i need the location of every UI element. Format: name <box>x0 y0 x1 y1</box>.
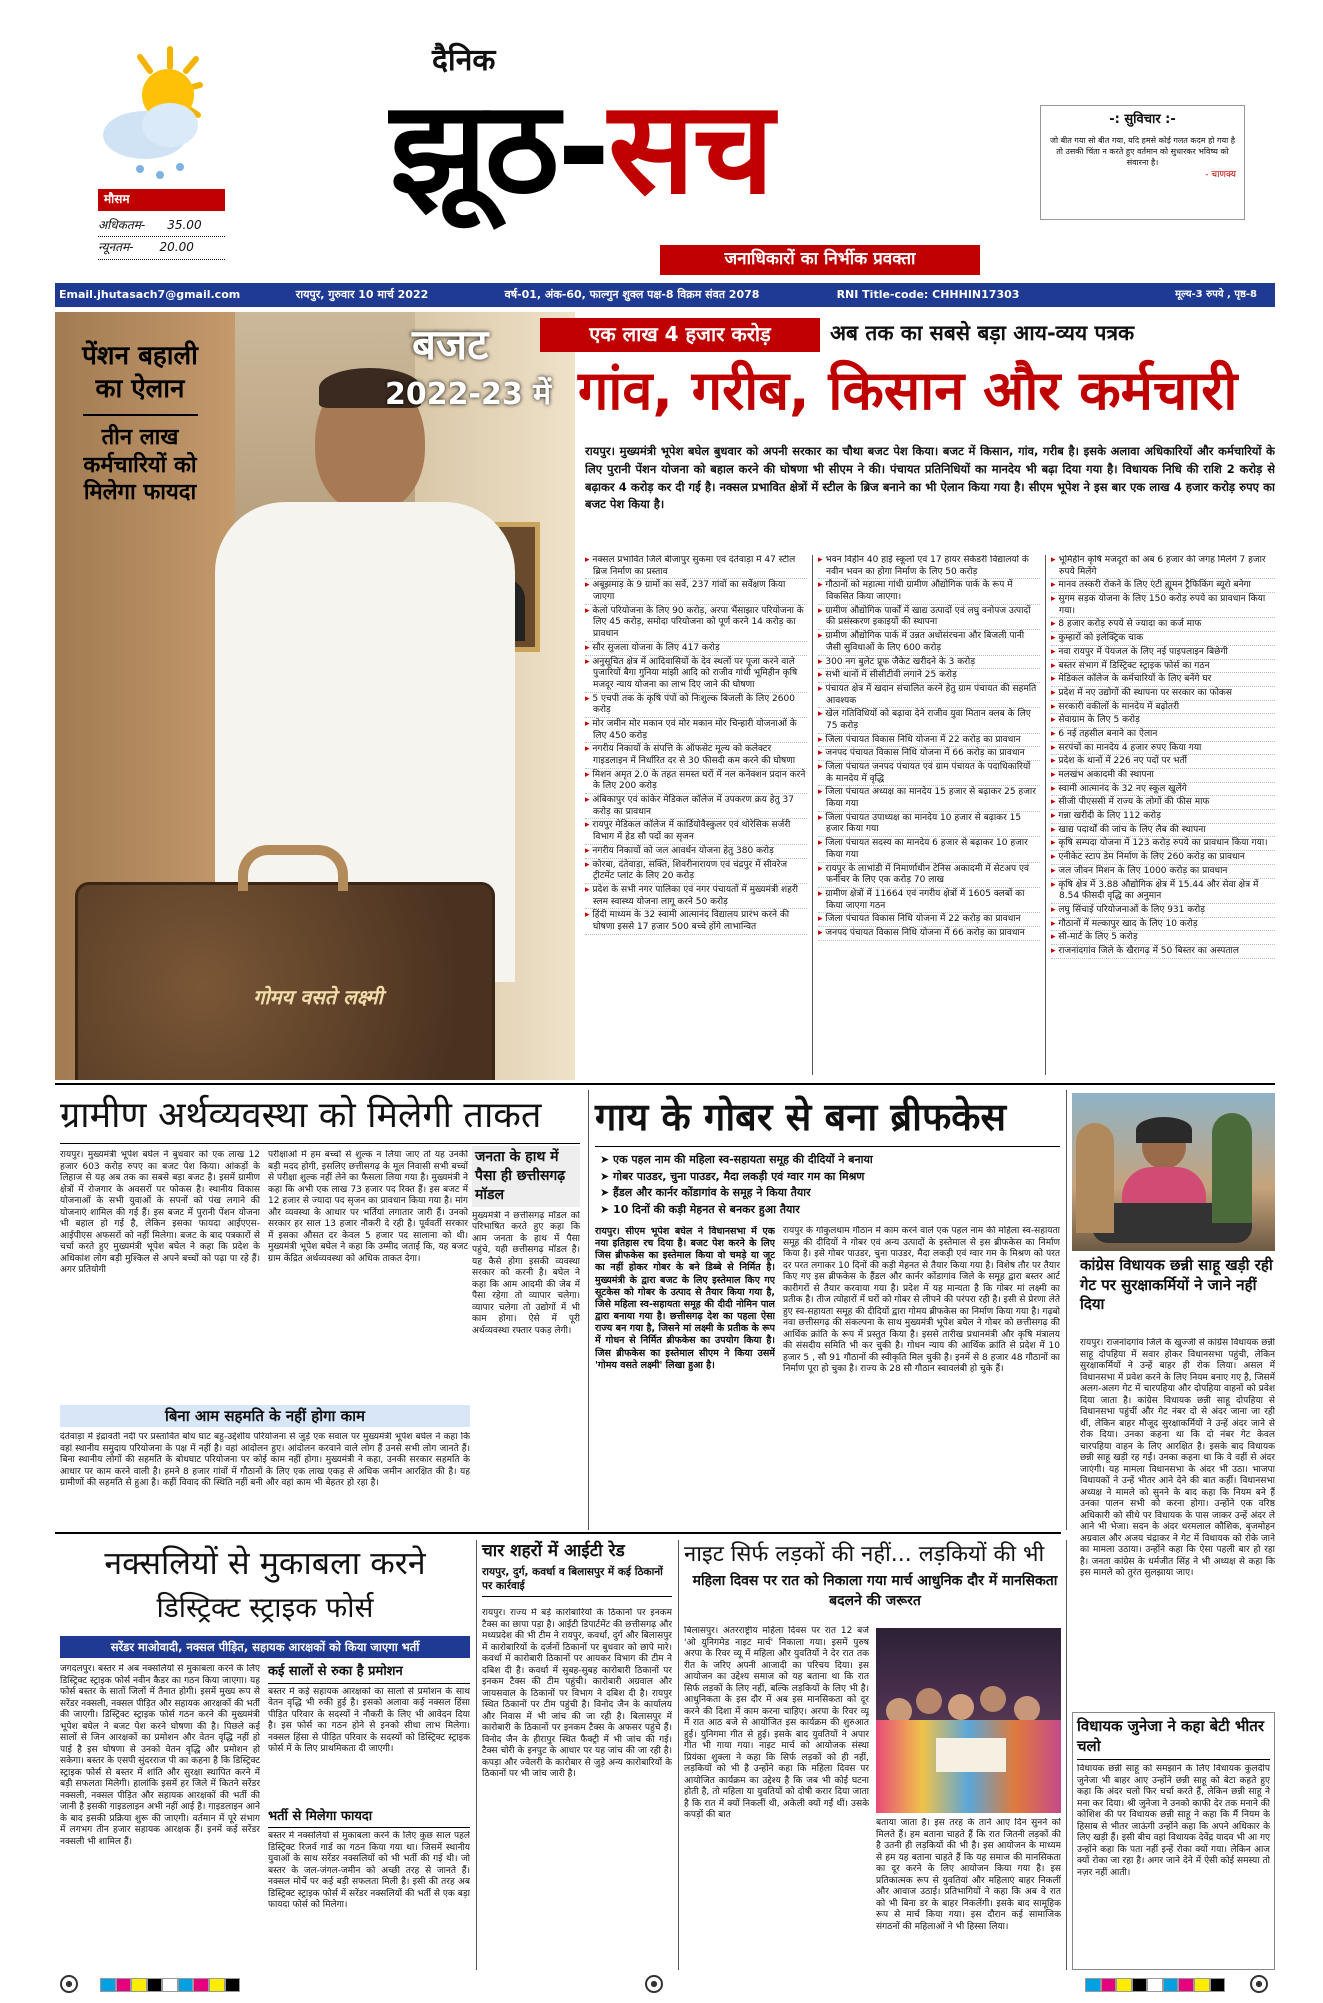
budget-list-item: ▸ नगरीय निकायों के संपत्ति के ऑफसेट मूल्य को कलेक्टर गाइडलाइन में निर्धारित दर से 30 फीसदी कम करने की घोषणा <box>585 744 807 768</box>
juneja-headline: विधायक जुनेजा ने कहा बेटी भीतर चलो <box>1077 1717 1270 1760</box>
budget-list-item: ▸ जिला पंचायत सदस्य का मानदेय 6 हजार से बढ़ाकर 10 हजार किया गया <box>818 838 1040 862</box>
budget-list-item: ▸ जिला पंचायत विकास निधि योजना में 22 करोड़ का प्रावधान <box>818 914 1040 927</box>
budget-label: बजट <box>412 320 489 369</box>
title-part-2: सच <box>608 74 773 223</box>
budget-list-item: ▸ जनपद पंचायत विकास निधि योजना में 66 करोड़ का प्रावधान <box>818 748 1040 761</box>
budget-list-item: ▸ लघु सिंचाई परियोजनाओं के लिए 931 करोड़ <box>1051 905 1275 918</box>
gobar-bullet: ➤ हैंडल और कार्नर कोंडागांव के समूह ने किया तैयार <box>600 1186 811 1199</box>
budget-list-item: ▸ सीजी पीएससी में राज्य के लोगों की फीस माफ <box>1051 797 1275 810</box>
color-swatch <box>162 1978 178 1992</box>
budget-list-item: ▸ ग्रामीण औद्योगिक पार्क में उन्नत अधोसंरचना और बिजली पानी जैसी सुविधाओं के लिए 600 करोड़ <box>818 631 1040 655</box>
budget-list-2 <box>818 555 1040 1075</box>
rni-code: RNI Title-code: CHHHIN17303 <box>836 287 1020 301</box>
color-swatch <box>147 1978 163 1992</box>
gobar-headline: गाय के गोबर से बना ब्रीफकेस <box>595 1095 1007 1139</box>
budget-list-item: ▸ गौठानों को महात्मा गांधी ग्रामीण औद्योगिक पार्क के रूप में विकसित किया जाएगा। <box>818 580 1040 604</box>
color-swatch <box>131 1978 147 1992</box>
color-swatch <box>1178 1978 1194 1992</box>
budget-list-item: ▸ सेवाग्राम के लिए 5 करोड़ <box>1051 715 1275 728</box>
budget-list-item: ▸ 8 हजार करोड़ रुपये से ज्यादा का कर्ज माफ <box>1051 619 1275 632</box>
budget-list-item: ▸ जिला पंचायत उपाध्यक्ष का मानदेय 10 हजार से बढ़ाकर 15 हजार किया गया <box>818 813 1040 837</box>
issue-number: वर्ष-01, अंक-60, फाल्गुन शुक्ल पक्ष-8 विक्रम संवत 2078 <box>504 287 760 301</box>
color-swatch <box>1147 1978 1163 1992</box>
budget-list-item: ▸ जिला पंचायत अध्यक्ष का मानदेय 15 हजार से बढ़ाकर 25 हजार किया गया <box>818 787 1040 811</box>
budget-list-item: ▸ खाद्य पदार्थों की जांच के लिए लैब की स्थापना <box>1051 825 1275 838</box>
max-temp-value: 35.00 <box>167 218 202 232</box>
budget-list-3 <box>1051 555 1275 1075</box>
budget-list-item: ▸ सौर सुजला योजना के लिए 417 करोड़ <box>585 643 807 656</box>
itraid-subhead: रायपुर, दुर्ग, कवर्धा व बिलासपुर में कई ठिकानों पर कार्रवाई <box>482 1566 672 1597</box>
budget-list-item: ▸ अनुसूचित क्षेत्र में आदिवासियों के देव स्थलों पर पूजा करने वाले पुजारियों बैगा गुनिया मांझी आदि को राजीव गांधी भूमिहीन कृषि मजदूर न्याय योजना का लाभ दिए जाने की घोषणा <box>585 657 807 693</box>
itraid-headline: चार शहरों में आईटी रेड <box>482 1541 625 1561</box>
suvichar-box <box>1040 105 1245 220</box>
gramin-subtext: दंतेवाड़ा में इंद्रावती नदी पर प्रस्तावित बोध घाट बहु-उद्देशीय परियोजना से जुड़े एक सवाल पर मुख्यमंत्री भूपेश बघेल ने कहा कि वहां स्थानीय समुदाय परियोजना के पक्ष में नहीं है। वहां आंदोलन हुए। आंदोलन करवाने वाले लोग हैं उनसे सभी लोग जानते हैं। बिना स्थानीय लोगों की सहमति के बोधघाट परियोजना पर कोई काम नहीं होगा। मुख्यमंत्री ने कहा, उनकी सरकार सहमति के आधार पर काम करने वाली है। हमने 8 हजार गांवों में गौठानों के लिए एक लाख एकड़ से अधिक जमीन आरक्षित की है। यह ग्रामीणों की सहमति से हुआ है। कहीं विवाद की स्थिति नहीं बनी और वहां काम भी बेहतर हो रहा है। <box>60 1432 470 1489</box>
suvichar-text: जो बीत गया सो बीत गया, यदि हमसे कोई गलत कदम हो गया है तो उसकी चिंता न करते हुए वर्तमान को सुधारकर भविष्य को संवारना है। <box>1050 135 1235 167</box>
sidebar-headline: जनता के हाथ में पैसा ही छत्तीसगढ़ मॉडल <box>472 1146 580 1207</box>
budget-list-item: ▸ जिला पंचायत जनपद पंचायत एवं ग्राम पंचायत के पदाधिकारियों के मानदेय में वृद्धि <box>818 762 1040 786</box>
budget-list-item: ▸ मोर जमीन मोर मकान एवं मोर मकान मोर चिन्हारी योजनाओं के लिए 450 करोड़ <box>585 719 807 743</box>
nightmarch-photo <box>876 1628 1061 1813</box>
budget-amount-tag: एक लाख 4 हजार करोड़ <box>540 318 820 352</box>
gobar-bullet: ➤ 10 दिनों की कड़ी मेहनत से बनकर हुआ तैयार <box>600 1202 800 1216</box>
budget-list-item: ▸ प्रदेश में नए उद्योगों की स्थापना पर सरकार का फोकस <box>1051 688 1275 701</box>
briefcase-inscription: गोमय वसते लक्ष्मी <box>253 985 383 1009</box>
lead-headline: गांव, गरीब, किसान और कर्मचारी <box>578 359 1238 422</box>
budget-list-item: ▸ मानव तस्करी रोकने के लिए एंटी ह्यूमन ट्रैफिकिंग ब्यूरो बनेगा <box>1051 580 1275 593</box>
nightmarch-subhead: महिला दिवस पर रात को निकाला गया मार्च आधुनिक दौर में मानसिकता बदलने की जरूरत <box>692 1573 1058 1609</box>
budget-list-item: ▸ मिशन अमृत 2.0 के तहत समस्त घरों में नल कनेक्शन प्रदान करने के लिए 200 करोड़ <box>585 770 807 794</box>
budget-year: 2022-23 में <box>385 377 552 412</box>
color-swatch <box>1085 1978 1101 1992</box>
budget-list-item: ▸ स्वामी आत्मानंद के 32 नए स्कूल खुलेंगे <box>1051 784 1275 797</box>
recruitment-text: बस्तर में नक्सलियों से मुकाबला करने के लिए कुछ साल पहले डिस्ट्रिक्ट रिजर्व गार्ड का गठन किया गया था। जिसमें स्थानीय युवाओं के साथ सरेंडर नक्सलियों को भी भर्ती की गई थी। जो बस्तर के जल-जंगल-जमीन को अच्छी तरह से जानते हैं। नक्सल मोर्चे पर कई बड़ी सफलता मिली है। इसी की तरह अब डिस्ट्रिक्ट स्ट्राइक फोर्स में सरेंडर नक्सलियों की भर्ती से एक बड़ा फायदा फोर्स को मिलेगा। <box>268 1831 470 1911</box>
color-swatch <box>193 1978 209 1992</box>
budget-list-item: ▸ राजनांदगांव जिले के खैरागढ़ में 50 बिस्तर का अस्पताल <box>1051 946 1275 959</box>
budget-list-item: ▸ कुम्हारों को इलेक्ट्रिक चाक <box>1051 633 1275 646</box>
budget-list-item: ▸ हिंदी माध्यम के 32 स्वामी आत्मानंद विद्यालय प्रारंभ करने की घोषणा इससे 17 हजार 500 बच्चे होंगे लाभान्वित <box>585 910 807 934</box>
recruitment-headline: भर्ती से मिलेगा फायदा <box>268 1809 470 1829</box>
registration-mark-center <box>645 1975 663 1993</box>
masthead-title: झूठ-सच <box>390 74 773 223</box>
suvichar-author: - चाणक्य <box>1205 170 1236 181</box>
budget-list-item: ▸ सी-मार्ट के लिए 5 करोड़ <box>1051 932 1275 945</box>
budget-list-item: ▸ मेडिकल कॉलेज के कर्मचारियों के लिए बनेंगे घर <box>1051 674 1275 687</box>
pension-headline: पेंशन बहाली का ऐलान <box>82 341 198 404</box>
color-swatch <box>1210 1978 1226 1992</box>
sidebar-text: मुख्यमंत्री ने छत्तीसगढ़ मॉडल को परिभाषित करते हुए कहा कि आम जनता के हाथ में पैसा पहुंचे, यही छत्तीसगढ़ मॉडल है। यह कैसे होगा इसकी व्यवस्था सरकार को करनी है। बघेल ने कहा कि आम आदमी की जेब में पैसा रहेगा तो व्यापार चलेगा। व्यापार चलेगा तो उद्योगों में भी काम होगा। ऐसे में पूरी अर्थव्यवस्था रफ्तार पकड़ लेगी। <box>472 1210 580 1336</box>
sun-cloud-icon <box>100 45 210 185</box>
weather-box <box>70 45 235 275</box>
color-swatch <box>225 1978 241 1992</box>
budget-list-item: ▸ गन्ना खरीदी के लिए 112 करोड़ <box>1051 811 1275 824</box>
title-part-1: झूठ <box>390 74 558 223</box>
budget-list-item: ▸ कृषि सम्पदा योजना में 123 करोड़ रुपये का प्रावधान किया गया। <box>1051 838 1275 851</box>
budget-list-item: ▸ सुगम सड़क योजना के लिए 150 करोड़ रुपये का प्रावधान किया गया। <box>1051 594 1275 618</box>
gobar-col-2: रायपुर के गोकुलधाम गौठान में काम करने वाले एक पहल नाम की महिला स्व-सहायता समूह की दीदियों ने गोबर एवं अन्य उत्पादों के इस्तेमाल से इस ब्रीफकेस का निर्माण किया है। इसे गोबर पाउडर, चुना पाउडर, मैदा लकड़ी एवं ग्वार गम के मिश्रण को परत दर परत लगाकर 10 दिनों की कड़ी मेहनत से तैयार किया गया है। विशेष तौर पर तैयार किए गए इस ब्रीफकेस के हैंडल और कार्नर कोंडागांव जिले के समूह द्वारा बस्तर आर्ट कारीगरों से तैयार करवाया गया है। प्रदेश में यह मान्यता है कि गोबर मां लक्ष्मी का प्रतीक है। तीज त्योहारों में घरों को गोबर से लीपने की परंपरा रही है। इसी से प्रेरणा लेते हुए स्व-सहायता समूह की दीदियों द्वारा गोमय ब्रीफकेस का निर्माण किया गया है। गढ़बो नवा छत्तीसगढ़ की संकल्पना के साथ मुख्यमंत्री भूपेश बघेल ने गोबर को छत्तीसगढ़ की आर्थिक क्रांति के रूप में प्रस्तुत किया है। इससे तारीख प्रधानमंत्री और कृषि मंत्रालय की संसदीय समिति भी कर चुकी है। गोधन न्याय की आर्थिक क्रांति से प्रदेश में 10 हजार 5 , सौ 91 गौठानों की स्वीकृति मिल चुकी है। इनमें से 8 हजार 48 गौठानों का निर्माण पूरा हो चुका है। राज्य के 28 सौ गौठान स्वावलंबी हो चुके हैं। <box>783 1226 1060 1375</box>
budget-list-item: ▸ अबूझमाड़ के 9 ग्रामों का सर्वे, 237 गांवों का सर्वेक्षण किया जाएगा <box>585 580 807 604</box>
mla-scooter-photo <box>1072 1093 1275 1251</box>
min-temp-value: 20.00 <box>159 240 194 255</box>
cm-budget-photo <box>55 312 575 1080</box>
budget-list-item: ▸ नगरीय निकायों को जल आवर्धन योजना हेतु 380 करोड़ <box>585 846 807 859</box>
budget-list-item: ▸ रायपुर मेडिकल कॉलेज में कार्डियोवैस्कुलर एवं थोरेसिक सर्जरी विभाग में हेड सौ पदों का सृजन <box>585 820 807 844</box>
color-bar-left <box>100 1978 240 1992</box>
nightmarch-col-2: बताया जाता है। इस तरह के ताने आए दिन सुनने को मिलते हैं। हम बताना चाहते हैं कि रात जितनी लड़कों की है उतनी ही लड़कियों की भी है। इस आयोजन के माध्यम से हम यह बताना चाहते हैं कि यह समाज की मानसिकता का दूर करने के लिए आयोजन किया गया है। इस प्रतिकात्मक रूप से युवतियां और महिलाएं बाहर निकलीं और आवाज उठाई। प्रतिभागियों ने कहा कि अब वे रात को भी बिना डर के बाहर निकलेंगी। इसके बाद सामूहिक रूप से मार्च किया गया। इस दौरान कई सामाजिक संगठनों की महिलाओं ने भी हिस्सा लिया। <box>876 1818 1061 1932</box>
budget-list-item: ▸ बस्तर संभाग में डिस्ट्रिक्ट स्ट्राइक फोर्स का गठन <box>1051 661 1275 674</box>
nightmarch-headline: नाइट सिर्फ लड़कों की नहीं... लड़कियों की भी <box>684 1542 1045 1567</box>
budget-list-item: ▸ जिला पंचायत विकास निधि योजना में 22 करोड़ का प्रावधान <box>818 735 1040 748</box>
naxal-col-1: जगदलपुर। बस्तर में अब नक्सलियों से मुकाबला करने के लिए डिस्ट्रिक्ट स्ट्राइक फोर्स नवीन कैडर का गठन किया जाएगा। यह फोर्स बस्तर के सातों जिलों में तैनात होगी। इसमें मुख्य रूप से सरेंडर नक्सली, नक्सल पीड़ित और सहायक आरक्षकों की भर्ती की जाएगी। डिस्ट्रिक्ट स्ट्राइक फोर्स गठन करने की मुख्यमंत्री भूपेश बघेल ने बजट पेश करने घोषणा की है। पिछले कई सालों से जिन आरक्षकों का प्रमोशन और वेतन वृद्धि नहीं हो पाई है इस घोषणा से उनको वेतन वृद्धि और प्रमोशन हो सकेगा। बस्तर के एसपी सुंदरराज पी का कहना है कि डिस्ट्रिक्ट स्ट्राइक फोर्स से बस्तर में शांति और सुरक्षा स्थापित करने में बड़ी सफलता मिलेगी। हालांकि इसमें हर जिले में कितने सरेंडर नक्सली, नक्सल पीड़ित और सहायक आरक्षकों की भर्ती की जानी है इसकी गाइडलाइन अभी नहीं आई है। गाइडलाइन आने के बाद इसकी प्रक्रिया शुरू की जाएगी। वर्तमान में पूरे संभाग में लगभग तीन हजार सहायक आरक्षक हैं। इनमें कई सरेंडर नक्सली भी शामिल हैं। <box>60 1664 260 1847</box>
promotion-text: बस्तर में कई सहायक आरक्षकों का सालों से प्रमोशन के साथ वेतन वृद्धि भी रुकी हुई है। इसको अलावा कई नक्सल हिंसा पीड़ित परिवार के सदस्यों ने नौकरी के लिए भी आवेदन दिया है। इस फोर्स का गठन होने से इनको सीधा लाभ मिलेगा। नक्सल हिंसा से पीड़ित परिवार के सदस्यों को डिस्ट्रिक्ट स्ट्राइक फोर्स में के लिए प्राथमिकता दी जाएगी। <box>268 1686 470 1755</box>
color-swatch <box>116 1978 132 1992</box>
color-swatch <box>1194 1978 1210 1992</box>
gobar-bullet: ➤ एक पहल नाम की महिला स्व-सहायता समूह की दीदियों ने बनाया <box>600 1153 873 1166</box>
color-bar-right <box>1085 1978 1225 1992</box>
budget-list-item: ▸ प्रदेश के थानों में 226 नए पदों पर भर्ती <box>1051 756 1275 769</box>
lead-intro: रायपुर। मुख्यमंत्री भूपेश बघेल बुधवार को अपनी सरकार का चौथा बजट पेश किया। बजट में किसान, गांव, गरीब है। इसके अलावा अधिकारियों और कर्मचारियों के लिए पुरानी पेंशन योजना को बहाल करने की घोषणा भी सीएम ने की। पंचायत प्रतिनिधियों का मानदेय भी बढ़ा दिया गया है। विधायक निधि की राशि 2 करोड़ से बढ़ाकर 4 करोड़ कर दी गई है। नक्सल प्रभावित क्षेत्रों में स्टील के ब्रिज बनाने का भी ऐलान किया गया है। सीएम भूपेश ने इस बार एक लाख 4 हजार करोड़ रुपए का बजट पेश किया है। <box>585 444 1275 512</box>
budget-list-item: ▸ एनीकेट स्टाप डेम निर्माण के लिए 260 करोड़ का प्रावधान <box>1051 852 1275 865</box>
masthead-dainik: दैनिक <box>432 43 496 78</box>
color-swatch <box>1116 1978 1132 1992</box>
weather-label: मौसम <box>98 189 225 211</box>
budget-list-item: ▸ भूमिहीन कृषि मजदूरों को अब 6 हजार की जगह मिलेंगे 7 हजार रुपये मिलेंगे <box>1051 555 1275 579</box>
budget-kicker: अब तक का सबसे बड़ा आय-व्यय पत्रक <box>830 321 1135 345</box>
color-swatch <box>1132 1978 1148 1992</box>
min-temp-label: न्यूनतम- <box>98 240 134 255</box>
congress-headline: कांग्रेस विधायक छन्नी साहू खड़ी रही गेट पर सुरक्षाकर्मियों ने जाने नहीं दिया <box>1080 1256 1273 1313</box>
budget-list-item: ▸ पंचायत क्षेत्र में खदान संचालित करने हेतु ग्राम पंचायत की सहमति आवश्यक <box>818 684 1040 708</box>
itraid-text: रायपुर। राज्य में बड़े कारोबारियों के ठिकानों पर इनकम टैक्स का छापा पड़ा है। आईटी डिपार्टमेंट की छत्तीसगढ़ और मध्यप्रदेश की भी टीम ने रायपुर, कवर्धा, दुर्ग और बिलासपुर में कारोबारियों के दर्जनों ठिकानों पर बुधवार को छापे मारे। कवर्धा में कारोबारी ठिकानों पर आयकर विभाग की टीम ने दबिश दी है। कवर्धा में सुबह-सुबह कारोबारी ठिकानों पर इनकम टैक्स की टीम पहुंची। कारोबारी अग्रवाल और जायसवाल के ठिकानों पर विभाग ने दबिश दी है। रायपुर स्थित ठिकानों पर टीम पहुंची है। विनोद जैन के कार्यालय और निवास में भी जांच की जा रही है। बिलासपुर में कारोबारी के ठिकानों पर इनकम टैक्स के अफसर पहुंचे हैं। विनोद जैन के हीरापुर स्थित फैक्ट्री में भी जांच की गई। टैक्स चोरी के इनपुट के आधार पर यह जांच की जा रही है। कपड़ा और ज्वेलरी के कारोबार से जुड़े अन्य कारोबारियों के ठिकानों पर भी जांच जारी है। <box>482 1608 672 1780</box>
info-bar <box>55 283 1275 307</box>
promotion-headline: कई सालों से रुका है प्रमोशन <box>268 1664 470 1684</box>
issue-date: रायपुर, गुरुवार 10 मार्च 2022 <box>295 287 429 301</box>
budget-list-item: ▸ ग्रामीण क्षेत्रों में 11664 एवं नगरीय क्षेत्रों में 1605 क्लबों का किया जाएगा गठन <box>818 889 1040 913</box>
gobar-bullets <box>600 1152 1060 1218</box>
budget-list-1 <box>585 555 807 1075</box>
budget-list-item: ▸ मलखंभ अकादमी की स्थापना <box>1051 770 1275 783</box>
juneja-text: विधायक छन्नी साहू को समझाने के लिए विधायक कुलदीप जुनेजा भी बाहर आए उन्होंने छन्नी साहू को बेटा कहते हुए कहा कि अंदर चलो फिर चर्चा करते हैं, लेकिन छन्नी साहू ने मना कर दिया। श्री जुनेजा ने उनको काफी देर तक मनाने की कोशिश की पर विधायक छन्नी साहू ने कहा कि मैं नियम के हिसाब से भीतर जाऊंगी उन्होंने कहा कि अपने अधिकार के लिए खड़ी हैं। इसी बीच वहां विधायक देवेंद्र यादव भी आ गए उन्होंने कहा कि पता नहीं इन्हें रोका क्यों गया। लेकिन आज क्यों रोका जा रहा है। अगर जाने देने में ऐसी कोई समस्या तो नज़र नहीं आती। <box>1077 1764 1270 1878</box>
budget-list-item: ▸ केलो परियोजना के लिए 90 करोड़, अरपा भैंसाझार परियोजना के लिए 45 करोड़, समोदा परियोजना को पूर्ण करने 14 करोड़ का प्रावधान <box>585 606 807 642</box>
naxal-subhead: सरेंडर माओवादी, नक्सल पीड़ित, सहायक आरक्षकों को किया जाएगा भर्ती <box>60 1636 470 1658</box>
budget-list-item: ▸ जनपद पंचायत विकास निधि योजना में 66 करोड़ का प्रावधान <box>818 928 1040 941</box>
budget-list-item: ▸ 6 नई तहसील बनाने का ऐलान <box>1051 729 1275 742</box>
budget-list-item: ▸ कृषि क्षेत्र में 3.88 औद्योगिक क्षेत्र में 15.44 और सेवा क्षेत्र में 8.54 फीसदी वृद्धि का अनुमान <box>1051 880 1275 904</box>
budget-list-item: ▸ भवन विहीन 40 हाई स्कूलों एवं 17 हायर सेकेंडरी विद्यालयों के नवीन भवन का होगा निर्माण के लिए 50 करोड़ <box>818 555 1040 579</box>
budget-list-item: ▸ रायपुर के लाभांडी में निमार्णाधीन टेनिस अकादमी में सेटअप एवं फर्नीचर के लिए एक करोड़ 70 लाख <box>818 864 1040 888</box>
budget-list-item: ▸ नक्सल प्रभावित जिले बीजापुर सुकमा एवं दंतेवाड़ा में 47 स्टील ब्रिज निर्माण का प्रस्ताव <box>585 555 807 579</box>
budget-list-item: ▸ खेल गतिविधियों को बढ़ावा देने राजीव युवा मितान क्लब के लिए 75 करोड़ <box>818 709 1040 733</box>
gobar-briefcase <box>75 882 495 1080</box>
email-link[interactable]: Email.jhutasach7@gmail.com <box>59 287 241 301</box>
promotion-box <box>268 1664 470 1964</box>
color-swatch <box>1163 1978 1179 1992</box>
budget-list-item: ▸ 5 एचपी तक के कृषि पंपों को निःशुल्क बिजली के लिए 2600 करोड़ <box>585 694 807 718</box>
budget-list-item: ▸ ग्रामीण औद्योगिक पार्कों में खाद्य उत्पादों एवं लघु वनोपज उत्पादों की प्रसंस्करण इकाइयों की स्थापना <box>818 606 1040 630</box>
gramin-subhead: बिना आम सहमति के नहीं होगा काम <box>60 1405 470 1427</box>
price-pages: मूल्य-3 रुपये , पृष्ठ-8 <box>1175 288 1257 300</box>
gobar-col-1: रायपुर। सीएम भूपेश बघेल ने विधानसभा में एक नया इतिहास रच दिया है। बजट पेश करने के लिए जिस ब्रीफकेस का इस्तेमाल किया वो चमड़े या जूट का नहीं होकर गोबर के बने डिब्बे से निर्मित है। मुख्यमंत्री के द्वारा बजट के लिए इस्तेमाल किए गए सूटकेस को गोबर के उत्पाद से तैयार किया गया है, जिसे महिला स्व-सहायता समूह की दीदी नोमिन पाल द्वारा बनाया गया है। छत्तीसगढ़ देश का पहला ऐसा राज्य बन गया है, जिसने मां लक्ष्मी के प्रतीक के रूप में गोधन से निर्मित ब्रीफकेस का उपयोग किया है। जिस ब्रीफकेस का इस्तेमाल सीएम ने किया उसमें 'गोमय वसते लक्ष्मी' लिखा हुआ है। <box>595 1226 775 1371</box>
juneja-box <box>1072 1712 1275 1970</box>
naxal-headline-1: नक्सलियों से मुकाबला करने <box>104 1544 426 1582</box>
suvichar-title: -: सुविचार :- <box>1109 112 1176 127</box>
budget-list-item: ▸ प्रदेश के सभी नगर पालिका एवं नगर पंचायतों में मुख्यमंत्री शहरी स्लम स्वास्थ्य योजना लागू करने 50 करोड़ <box>585 885 807 909</box>
gramin-col-2: परीक्षाओं में हम बच्चों से शुल्क न लिया जाए तो यह उनकी बड़ी मदद होगी, इसलिए छत्तीसगढ़ के मूल निवासी सभी बच्चों से परीक्षा शुल्क नहीं लेने का फैसला लिया गया है। मुख्यमंत्री ने कहा कि अभी एक लाख 73 हजार पद रिक्त हैं। इस बजट में 12 हजार से ज्यादा पद सृजन का प्रावधान किया गया है। मांग और व्यवस्था के आधार पर भर्तियां लगातार जारी हैं। उनको सरकार हर साल 13 हजार नौकरी दे रही है। पूर्ववर्ती सरकार में इसका औसत दर केवल 5 हजार पद सालाना को थी। मुख्यमंत्री भूपेश बघेल ने कहा कि उम्मीद जताई कि, यह बजट ग्राम केंद्रित अर्थव्यवस्था को अधिक ताकत देगा। <box>268 1150 468 1264</box>
budget-list-item: ▸ सरकारी वकीलों के मानदेय में बढ़ोतरी <box>1051 702 1275 715</box>
naxal-headline-2: डिस्ट्रिक्ट स्ट्राइक फोर्स <box>156 1591 374 1624</box>
max-temp-label: अधिकतम- <box>98 218 146 232</box>
budget-list-item: ▸ जल जीवन मिशन के लिए 1000 करोड़ का प्रावधान <box>1051 866 1275 879</box>
congress-text: रायपुर। राजनांदगांव जिले के खुज्जी से कांग्रेस विधायक छन्नी साहू दोपहिया में सवार होकर विधानसभा पहुंची, लेकिन सुरक्षाकर्मियों ने उन्हें बाहर ही रोक लिया। असल में विधानसभा में प्रवेश करने के लिए नियम बनाए गए है, जिसमें अलग-अलग गेट में चारपहिया और दोपहिया वाहनों को प्रवेश दिया जाता है। कांग्रेस विधायक छन्नी साहू दोपहिया से विधानसभा पहुंचीं और गेट नंबर दो से अंदर जाना जा रही थीं, लेकिन बाहर मौजूद सुरक्षाकर्मियों ने उन्हें अंदर जाने से रोक दिया। उनका कहना था कि दो नंबर गेट केवल चारपहिया वाहन के लिए आरक्षित है। इसके बाद विधायक छन्नी साहू खड़ी रह गईं। उनका कहना था कि वे वहीं से अंदर जाएंगी। यह मामला विधानसभा के अंदर भी उठा। भाजपा विधायकों ने उन्हें भीतर आने देने की बात कहीं। विधानसभा अध्यक्ष ने मामले को सुनने के बाद कहा कि नियम बने हैं उनका पालन सभी को करना होगा। उन्होंने एक वरिष्ठ अधिकारी को सीधे पर विधायक के पास जाकर उन्हें अंदर ले आने भी भेजा। सदन के अंदर धरमलाल कौशिक, बृजमोहन अग्रवाल और अजय चंद्राकर ने गेट में विधायक को रोके जाने का मामला उठाया। उन्होंने कहा कि ऐसा पहली बार हो रहा है। जनता कांग्रेस के धर्मजीत सिंह ने भी अध्यक्ष से कहा कि इस मामले को तुरंत सुलझाया जाए। <box>1080 1338 1275 1579</box>
registration-mark-right <box>1250 1975 1268 1993</box>
color-swatch <box>1101 1978 1117 1992</box>
employees-headline: तीन लाख कर्मचारियों को मिलेगा फायदा <box>83 425 197 505</box>
budget-list-item: ▸ नवा रायपुर में पेयजल के लिए नई पाइपलाइन बिछेगी <box>1051 647 1275 660</box>
budget-list-item: ▸ गौठानों में मल्कापुर खाद के लिए 10 करोड़ <box>1051 919 1275 932</box>
gramin-headline: ग्रामीण अर्थव्यवस्था को मिलेगी ताकत <box>60 1095 542 1136</box>
gramin-sidebar <box>472 1146 580 1526</box>
gramin-col-1: रायपुर। मुख्यमंत्री भूपेश बघेल ने बुधवार को एक लाख 12 हजार 603 करोड़ रुपए का बजट पेश किया। आंकड़ों के लिहाज से यह अब तक का सबसे बड़ा बजट है। इसमें ग्रामीण क्षेत्रों में रोजगार के अवसरों पर फोकस है। स्थानीय विकास योजनाओं के सभी युवाओं के सपनों को पंख लगाने की योजनाएं शामिल की गई हैं। इस बजट में पुरानी पेंशन योजना भी बहाल हो गई है, लेकिन इसका फायदा आईएएस-आईपीएस अफसरों को नहीं मिलेगा। बजट के बाद पत्रकारों से चर्चा करते हुए मुख्यमंत्री भूपेश बघेल ने कहा कि प्रदेश के अधिकांश लोग बड़ी मुश्किल से अपने बच्चों को पढ़ा पा रहे हैं। अगर प्रतियोगी <box>60 1150 260 1276</box>
masthead-tagline: जनाधिकारों का निर्भीक प्रवक्ता <box>660 245 980 275</box>
gobar-bullet: ➤ गोबर पाउडर, चुना पाउडर, मैदा लकड़ी एवं ग्वार गम का मिश्रण <box>600 1169 865 1183</box>
color-swatch <box>178 1978 194 1992</box>
budget-list-item: ▸ सभी थानों में सीसीटीवी लगाने 25 करोड़ <box>818 670 1040 683</box>
budget-list-item: ▸ कोरबा, दंतेवाड़ा, सक्ति, शिवरीनारायण एवं चंद्रपुर में सीवरेज ट्रीटमेंट प्लांट के लिए 20 करोड़ <box>585 860 807 884</box>
color-swatch <box>100 1978 116 1992</box>
registration-mark-left <box>60 1975 78 1993</box>
budget-list-item: ▸ अंबिकापुर एवं कांकेर मेडिकल कॉलेज में उपकरण क्रय हेतु 37 करोड़ का प्रावधान <box>585 795 807 819</box>
color-swatch <box>209 1978 225 1992</box>
nightmarch-col-1: बिलासपुर। अंतरराष्ट्रीय महिला दिवस पर रात 12 बजे 'ओ युनिगमेड नाइट मार्च' निकाला गया। इसमें पुरुष अरपा के रिवर व्यू में महिला और युवतियों ने देर रात तक रीत के जरिए अपनी आजादी का परिचय दिया। इस आयोजन का उद्देश्य समाज को यह बताना था कि रात सिर्फ लड़कों के लिए नहीं, बल्कि लड़कियों के लिए भी है। आधुनिकता के इस दौर में अब इस मानसिकता को दूर करने की दिशा में काम करना चाहिए। अरपा के रिवर व्यू में रात आठ बजे से आयोजित इस कार्यक्रम की शुरुआत हुई। युनिगमा गीत से हुई। इसके बाद युवतियों ने अपार गीत भी गाया गया। नाइट मार्च को आयोजक संस्था प्रियंका शुक्ला ने कहा कि सिर्फ लड़कों को ही नहीं, लड़कियों को भी है उन्होंने कहा कि महिला दिवस पर आयोजित कार्यक्रम का उद्देश्य है कि जब भी कोई घटना होती है, तो महिला या युवतियों को दोषी करार दिया जाता है कि रात में क्यों निकलीं थी, अकेली क्यों गईं थीं। उसके कपड़ों की बात <box>684 1626 869 1821</box>
budget-list-item: ▸ 300 नग बुलेट प्रूफ जैकेट खरीदने के 3 करोड़ <box>818 657 1040 670</box>
budget-list-item: ▸ सरपंचों का मानदेय 4 हजार रुपए किया गया <box>1051 743 1275 756</box>
